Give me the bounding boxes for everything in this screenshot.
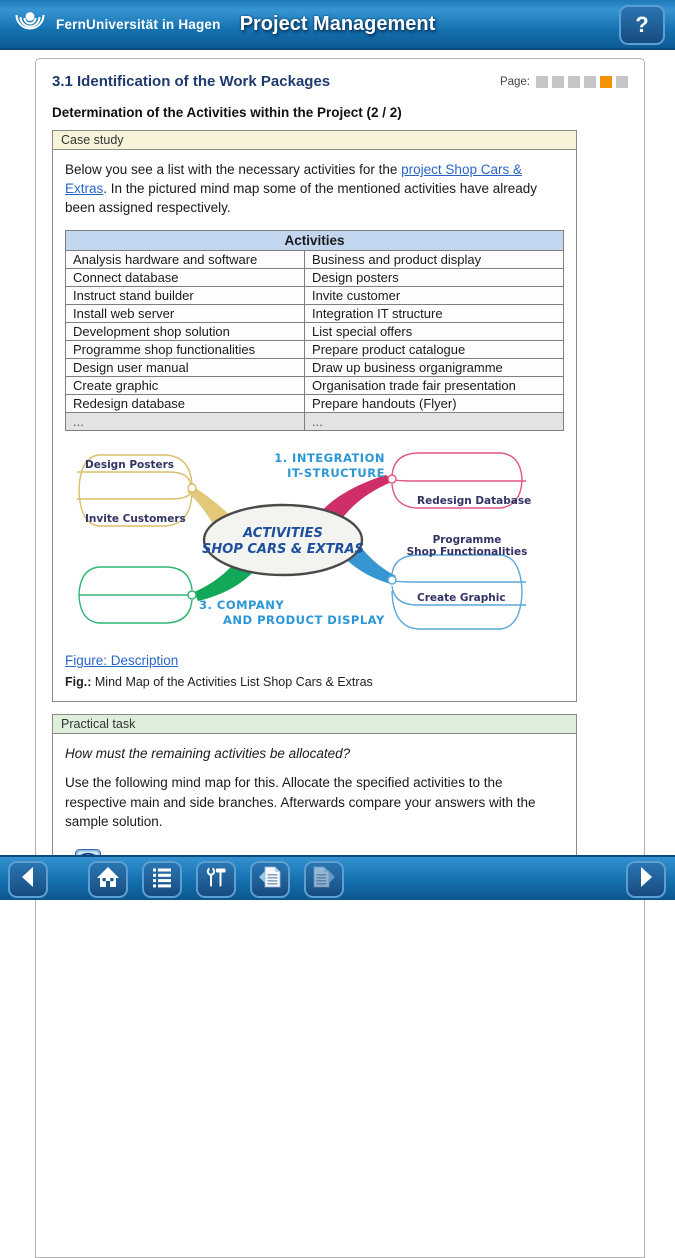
activities-table (65, 230, 564, 431)
home-button[interactable] (88, 861, 128, 898)
figure-description-link[interactable]: Figure: Description (65, 653, 179, 669)
page-square (552, 76, 564, 88)
table-row (66, 305, 564, 323)
table-cell: Instruct stand builder (66, 287, 305, 305)
case-study-body (52, 150, 577, 702)
svg-text:Shop Functionalities: Shop Functionalities (406, 546, 528, 559)
figure-caption-text: Mind Map of the Activities List Shop Cars & Extras (94, 675, 373, 690)
table-cell: Draw up business organigramme (305, 359, 564, 377)
home-icon (96, 865, 120, 894)
activities-table-body (66, 251, 564, 431)
table-cell: Prepare product catalogue (305, 341, 564, 359)
task-question: How must the remaining activities be allocated? (65, 746, 351, 762)
table-cell: Create graphic (66, 377, 305, 395)
table-cell: Design posters (305, 269, 564, 287)
university-brand (0, 3, 221, 46)
table-header-row (66, 231, 564, 251)
task-instructions: Use the following mind map for this. Allocate the specified activities to the respective main and side branches. Afterwards compare your answers with the sample solution. (65, 775, 536, 829)
practical-task-header: Practical task (52, 714, 577, 734)
chapter-heading: 3.1 Identification of the Work Packages (52, 73, 331, 90)
help-button[interactable]: ? (619, 5, 665, 45)
table-cell: Invite customer (305, 287, 564, 305)
page-square (600, 76, 612, 88)
case-study-header: Case study (52, 130, 577, 150)
case-study-section (52, 130, 577, 702)
page-indicator-label: Page: (499, 75, 530, 88)
table-row (66, 395, 564, 413)
table-cell: Business and product display (305, 251, 564, 269)
previous-page-button[interactable] (250, 861, 290, 898)
svg-text:Programme: Programme (432, 534, 502, 547)
table-row (66, 341, 564, 359)
fernuni-logo-icon (12, 3, 48, 46)
table-row (66, 287, 564, 305)
figure-caption-label: Fig.: (65, 675, 92, 690)
figure-caption (65, 675, 564, 689)
table-cell: Connect database (66, 269, 305, 287)
table-row (66, 269, 564, 287)
tools-button[interactable] (196, 861, 236, 898)
page-indicator-squares (536, 76, 628, 88)
svg-text:Invite Customers: Invite Customers (85, 513, 186, 526)
project-shop-cars-link[interactable]: project Shop Cars & Extras (65, 162, 522, 197)
top-header-bar (0, 0, 675, 50)
table-row (66, 377, 564, 395)
page-square (536, 76, 548, 88)
table-cell: ... (305, 413, 564, 431)
contents-button[interactable] (142, 861, 182, 898)
table-cell: List special offers (305, 323, 564, 341)
page-square (584, 76, 596, 88)
table-row (66, 413, 564, 431)
svg-text:ACTIVITIES: ACTIVITIES (243, 526, 323, 542)
table-cell: Install web server (66, 305, 305, 323)
back-arrow-icon (18, 865, 38, 894)
page-square (616, 76, 628, 88)
content-area (0, 52, 675, 855)
svg-text:3. COMPANY: 3. COMPANY (199, 598, 285, 613)
table-cell: Development shop solution (66, 323, 305, 341)
intro-text-after: . In the pictured mind map some of the mentioned activities have already been assigned respectively. (65, 181, 537, 216)
table-header-cell: Activities (66, 231, 564, 251)
table-cell: ... (66, 413, 305, 431)
table-cell: Prepare handouts (Flyer) (305, 395, 564, 413)
contents-list-icon (150, 865, 174, 894)
page-square (568, 76, 580, 88)
bottom-toolbar (0, 855, 675, 900)
content-card (35, 58, 645, 1258)
app-title: Project Management (239, 12, 436, 35)
svg-text:IT-STRUCTURE: IT-STRUCTURE (287, 466, 385, 481)
table-cell: Programme shop functionalities (66, 341, 305, 359)
svg-text:1. INTEGRATION: 1. INTEGRATION (274, 451, 385, 466)
svg-text:SHOP CARS & EXTRAS: SHOP CARS & EXTRAS (202, 542, 364, 558)
table-cell: Organisation trade fair presentation (305, 377, 564, 395)
table-cell: Integration IT structure (305, 305, 564, 323)
page-next-icon (311, 865, 337, 894)
table-cell: Analysis hardware and software (66, 251, 305, 269)
next-page-button[interactable] (304, 861, 344, 898)
table-cell: Design user manual (66, 359, 305, 377)
table-row (66, 359, 564, 377)
table-row (66, 323, 564, 341)
university-name: FernUniversität in Hagen (56, 16, 221, 32)
forward-arrow-icon (636, 865, 656, 894)
back-button[interactable] (8, 861, 48, 898)
tools-icon (204, 865, 228, 894)
table-row (66, 251, 564, 269)
table-cell: Redesign database (66, 395, 305, 413)
mindmap-figure (77, 443, 532, 639)
forward-button[interactable] (626, 861, 666, 898)
page-previous-icon (257, 865, 283, 894)
svg-text:AND PRODUCT DISPLAY: AND PRODUCT DISPLAY (223, 613, 385, 628)
svg-text:Redesign Database: Redesign Database (417, 495, 532, 508)
intro-text-before: Below you see a list with the necessary activities for the (65, 162, 402, 177)
page-indicator (500, 76, 628, 88)
svg-text:Create Graphic: Create Graphic (417, 592, 506, 605)
svg-text:Design Posters: Design Posters (85, 459, 175, 472)
case-study-intro (65, 160, 564, 217)
page-subheading: Determination of the Activities within the Project (2 / 2) (52, 105, 402, 120)
